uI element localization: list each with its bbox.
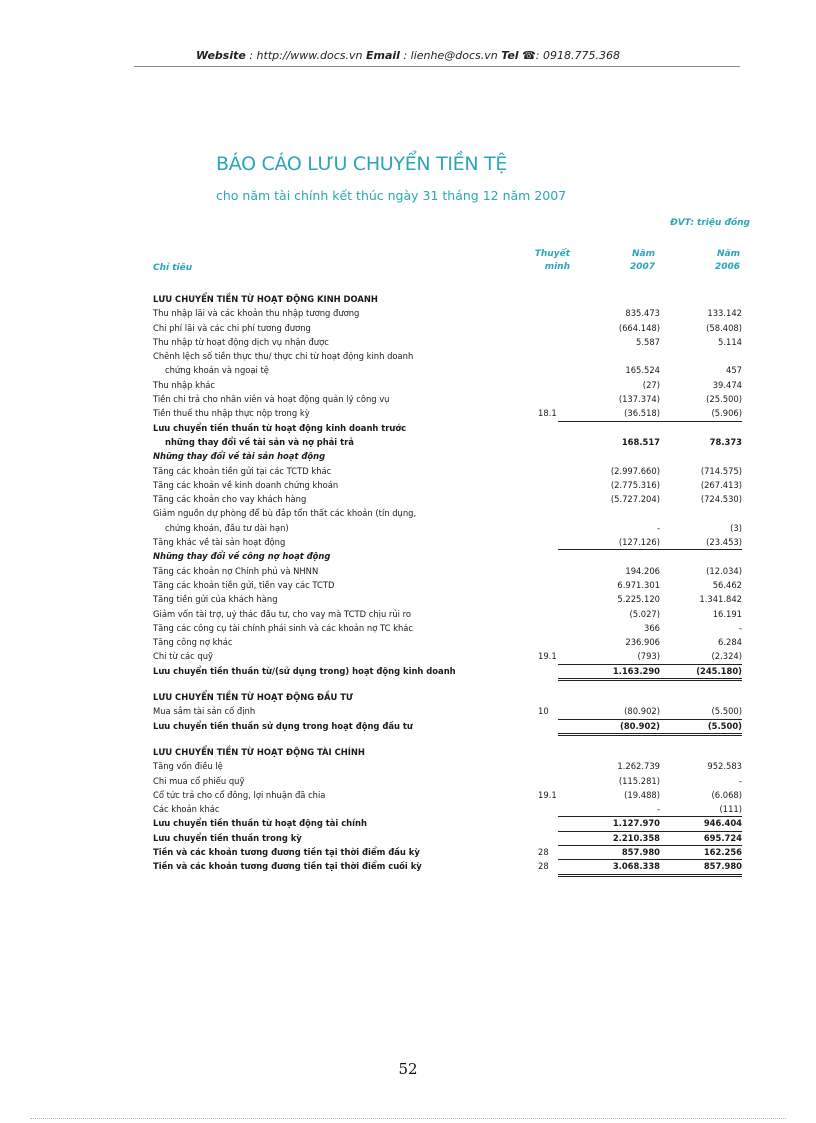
table-row — [153, 392, 750, 406]
table-row — [153, 664, 750, 678]
row-label: Tiền thuế thu nhập thực nộp trong kỳ — [153, 408, 310, 419]
report-title: BÁO CÁO LƯU CHUYỂN TIỀN TỆ — [216, 153, 508, 175]
row-label: chứng khoán, đầu tư dài hạn) — [165, 522, 289, 533]
value-2007: 236.906 — [625, 637, 660, 648]
row-label: những thay đổi về tài sản và nợ phải trả — [165, 436, 354, 447]
row-label: Tăng các khoản cho vay khách hàng — [153, 494, 307, 505]
table-row — [153, 321, 750, 335]
value-2007: 6.971.301 — [617, 579, 660, 590]
row-label: chứng khoán và ngoại tệ — [165, 365, 269, 376]
page-header — [0, 49, 816, 62]
value-2007: (127.126) — [558, 535, 660, 550]
column-header-2006 — [685, 248, 740, 274]
value-2006: (6.068) — [711, 789, 742, 800]
email-value: : lienhe@docs.vn — [399, 49, 502, 62]
table-row — [153, 492, 750, 506]
value-2006: 16.191 — [712, 608, 742, 619]
row-label: Cổ tức trả cho cổ đông, lợi nhuận đã chia — [153, 789, 326, 800]
report-subtitle: cho năm tài chính kết thúc ngày 31 tháng 12 năm 2007 — [216, 188, 567, 203]
table-row — [153, 607, 750, 621]
column-header-note-line1: Thuyết — [534, 249, 570, 259]
table-row — [153, 649, 750, 663]
column-header-2006-line2: 2006 — [714, 262, 740, 272]
value-2007: (5.027) — [629, 608, 660, 619]
row-note: 19.1 — [538, 789, 557, 800]
value-2007: 857.980 — [558, 845, 660, 860]
page-number: 52 — [398, 1060, 418, 1078]
column-header-2006-line1: Năm — [717, 249, 740, 259]
value-2006: 952.583 — [707, 761, 742, 772]
value-2006: 39.474 — [712, 379, 742, 390]
value-2007: (664.148) — [618, 322, 660, 333]
row-label: Giảm nguồn dự phòng để bù đắp tổn thất các khoản (tín dụng, — [153, 508, 417, 519]
table-row — [153, 464, 750, 478]
row-label: Lưu chuyển tiền thuần sử dụng trong hoạt động đầu tư — [153, 720, 413, 731]
row-label: Chi phí lãi và các chi phí tương đương — [153, 322, 311, 333]
table-row — [153, 621, 750, 635]
value-2007: (2.775.316) — [610, 479, 660, 490]
row-label: Tăng công nợ khác — [153, 637, 233, 648]
row-label: Lưu chuyển tiền thuần từ hoạt động kinh doanh trước — [153, 422, 407, 433]
row-label: Những thay đổi về công nợ hoạt động — [153, 551, 331, 562]
value-2006: (724.530) — [700, 494, 742, 505]
table-row — [153, 788, 750, 802]
table-row — [153, 759, 750, 773]
value-2006: (25.500) — [706, 394, 742, 405]
value-2006: (5.500) — [640, 719, 742, 736]
value-2006: 5.114 — [718, 336, 742, 347]
table-row — [153, 349, 750, 363]
row-label: Tăng vốn điều lệ — [153, 761, 223, 772]
table-row — [153, 845, 750, 859]
row-label: Chi từ các quỹ — [153, 651, 213, 662]
column-header-2007 — [600, 248, 655, 274]
value-2007: 168.517 — [621, 436, 660, 447]
header-divider — [134, 66, 740, 67]
value-2006: 56.462 — [712, 579, 742, 590]
value-2007: 1.127.970 — [558, 816, 660, 831]
value-2006: (5.906) — [640, 406, 742, 421]
row-label: Tăng tiền gửi của khách hàng — [153, 594, 278, 605]
value-2007: 165.524 — [625, 365, 660, 376]
row-note: 18.1 — [538, 408, 557, 419]
table-row — [153, 292, 750, 306]
table-row — [153, 745, 750, 759]
value-2007: 5.587 — [636, 336, 660, 347]
row-label: Tăng các khoản nợ Chính phủ và NHNN — [153, 565, 319, 576]
value-2007: - — [558, 802, 660, 817]
row-label: Thu nhập khác — [153, 379, 216, 390]
value-2006: (23.453) — [640, 535, 742, 550]
value-2006: (3) — [730, 522, 742, 533]
table-row — [153, 535, 750, 549]
table-row — [153, 449, 750, 463]
table-row — [153, 564, 750, 578]
column-header-2007-line2: 2007 — [629, 262, 655, 272]
row-label: LƯU CHUYỂN TIỀN TỪ HOẠT ĐỘNG KINH DOANH — [153, 294, 378, 304]
table-row — [153, 335, 750, 349]
table-row — [153, 816, 750, 830]
tel-value: : 0918.775.368 — [535, 49, 620, 62]
tel-label: Tel — [501, 49, 519, 62]
row-note: 28 — [538, 861, 549, 872]
table-row — [153, 506, 750, 520]
website-label: Website — [196, 49, 246, 62]
row-label: Lưu chuyển tiền thuần từ hoạt động tài chính — [153, 818, 367, 829]
value-2006: 946.404 — [640, 816, 742, 831]
table-row — [153, 592, 750, 606]
value-2007: (36.518) — [558, 406, 660, 421]
value-2006: (111) — [640, 802, 742, 817]
row-spacer — [153, 733, 750, 745]
table-row — [153, 521, 750, 535]
table-row — [153, 635, 750, 649]
telephone-icon: ☎ — [522, 49, 536, 62]
row-label: Chênh lệch số tiền thực thu/ thực chi từ hoạt động kinh doanh — [153, 351, 414, 362]
value-2007: (137.374) — [618, 394, 660, 405]
table-row — [153, 435, 750, 449]
table-row — [153, 719, 750, 733]
table-row — [153, 378, 750, 392]
row-note: 28 — [538, 846, 549, 857]
value-2007: 2.210.358 — [558, 831, 660, 846]
value-2006: (2.324) — [640, 649, 742, 664]
value-2006: (267.413) — [700, 479, 742, 490]
value-2007: (5.727.204) — [610, 494, 660, 505]
unit-label: ĐVT: triệu đồng — [670, 218, 750, 228]
table-row — [153, 406, 750, 420]
value-2007: 366 — [644, 622, 660, 633]
value-2006: - — [738, 775, 742, 786]
row-label: Tiền chi trả cho nhân viên và hoạt động quản lý công vụ — [153, 394, 390, 405]
value-2006: 162.256 — [640, 845, 742, 860]
value-2007: 835.473 — [625, 308, 660, 319]
value-2006: (12.034) — [706, 565, 742, 576]
value-2007: 1.262.739 — [617, 761, 660, 772]
table-row — [153, 704, 750, 718]
row-spacer — [153, 678, 750, 690]
column-header-item: Chỉ tiêu — [153, 263, 193, 273]
value-2006: (714.575) — [700, 465, 742, 476]
row-label: LƯU CHUYỂN TIỀN TỪ HOẠT ĐỘNG ĐẦU TƯ — [153, 692, 353, 703]
value-2007: (793) — [558, 649, 660, 664]
value-2007: (80.902) — [558, 719, 660, 736]
value-2006: (58.408) — [706, 322, 742, 333]
table-row — [153, 421, 750, 435]
value-2007: (2.997.660) — [610, 465, 660, 476]
row-label: Lưu chuyển tiền thuần từ/(sử dụng trong) hoạt động kinh doanh — [153, 665, 456, 676]
table-row — [153, 774, 750, 788]
row-label: Tiền và các khoản tương đương tiền tại thời điểm đầu kỳ — [153, 846, 420, 857]
value-2006: 695.724 — [640, 831, 742, 846]
column-header-note — [520, 248, 570, 274]
table-row — [153, 831, 750, 845]
row-label: Tăng khác về tài sản hoạt động — [153, 537, 286, 548]
table-row — [153, 578, 750, 592]
value-2006: 6.284 — [718, 637, 742, 648]
row-label: Lưu chuyển tiền thuần trong kỳ — [153, 832, 302, 843]
value-2006: - — [738, 622, 742, 633]
row-label: Tăng các công cụ tài chính phái sinh và các khoản nợ TC khác — [153, 622, 414, 633]
table-row — [153, 363, 750, 377]
value-2007: (115.281) — [618, 775, 660, 786]
value-2006: (5.500) — [640, 704, 742, 719]
row-label: Tăng các khoản về kinh doanh chứng khoán — [153, 479, 339, 490]
value-2006: 133.142 — [707, 308, 742, 319]
cash-flow-table — [153, 292, 750, 874]
row-label: Tiền và các khoản tương đương tiền tại thời điểm cuối kỳ — [153, 861, 422, 872]
value-2006: 1.341.842 — [699, 594, 742, 605]
row-label: Tăng các khoản tiền gửi tại các TCTD khác — [153, 465, 332, 476]
row-label: Giảm vốn tài trợ, uỷ thác đầu tư, cho vay mà TCTD chịu rủi ro — [153, 608, 412, 619]
table-row — [153, 306, 750, 320]
column-header-2007-line1: Năm — [632, 249, 655, 259]
row-label: Các khoản khác — [153, 804, 220, 815]
table-row — [153, 478, 750, 492]
website-value: : http://www.docs.vn — [245, 49, 367, 62]
row-note: 10 — [538, 706, 549, 717]
table-row — [153, 859, 750, 873]
table-row — [153, 549, 750, 563]
row-label: Những thay đổi về tài sản hoạt động — [153, 451, 326, 462]
value-2007: (19.488) — [624, 789, 660, 800]
value-2007: 3.068.338 — [558, 859, 660, 876]
row-label: Mua sắm tài sản cố định — [153, 706, 256, 717]
row-label: Thu nhập lãi và các khoản thu nhập tương đương — [153, 308, 360, 319]
column-header-note-line2: minh — [544, 262, 570, 272]
row-note: 19.1 — [538, 651, 557, 662]
row-label: Chi mua cổ phiếu quỹ — [153, 775, 245, 786]
bottom-divider — [30, 1118, 786, 1119]
email-label: Email — [366, 49, 400, 62]
value-2007: (80.902) — [558, 704, 660, 719]
row-label: Tăng các khoản tiền gửi, tiền vay các TCTD — [153, 579, 335, 590]
value-2007: - — [656, 522, 660, 533]
value-2006: 457 — [726, 365, 742, 376]
table-row — [153, 802, 750, 816]
table-row — [153, 690, 750, 704]
value-2007: 5.225.120 — [617, 594, 660, 605]
row-label: LƯU CHUYỂN TIỀN TỪ HOẠT ĐỘNG TÀI CHÍNH — [153, 746, 365, 757]
value-2006: 857.980 — [640, 859, 742, 876]
value-2007: (27) — [642, 379, 660, 390]
value-2007: 1.163.290 — [558, 664, 660, 681]
value-2006: (245.180) — [640, 664, 742, 681]
value-2006: 78.373 — [709, 436, 742, 447]
row-label: Thu nhập từ hoạt động dịch vụ nhận được — [153, 336, 329, 347]
value-2007: 194.206 — [625, 565, 660, 576]
